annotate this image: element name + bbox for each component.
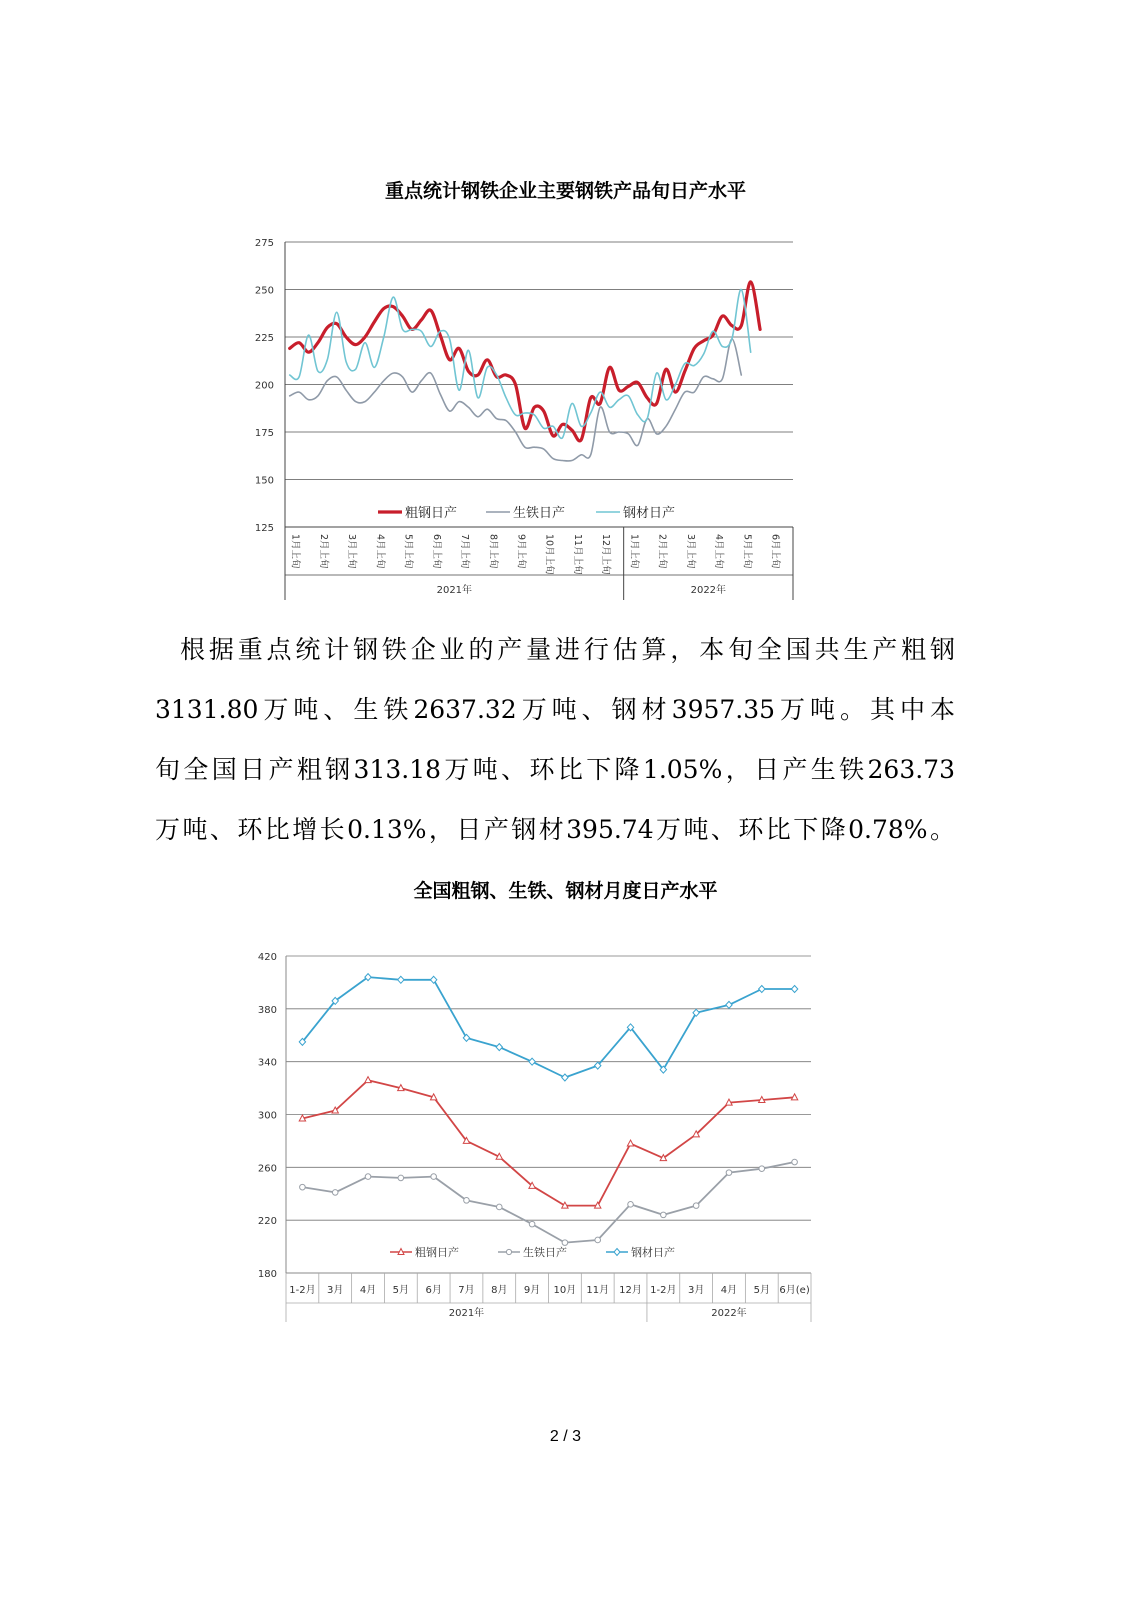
chart2-data-point [726, 1001, 732, 1008]
chart1-year-label: 2021年 [436, 585, 473, 596]
chart2-data-point [398, 976, 404, 983]
chart2-year-label: 2021年 [448, 1308, 485, 1319]
chart2-data-point [300, 1184, 306, 1190]
chart2-x-tick-label: 1-2月 [289, 1285, 316, 1296]
chart2-data-point [496, 1153, 502, 1159]
chart2-data-point [463, 1137, 469, 1143]
chart1-x-tick-label: 11月上旬 [571, 534, 583, 575]
chart2-data-point [430, 976, 436, 983]
chart2-data-point [693, 1131, 699, 1137]
chart1-x-tick-label: 6月上旬 [769, 534, 781, 569]
chart2-data-point [726, 1170, 732, 1176]
chart2-x-tick-label: 7月 [458, 1285, 475, 1296]
chart2-data-point [496, 1044, 502, 1051]
chart1-x-tick-label: 12月上旬 [600, 534, 612, 575]
chart1-x-tick-label: 1月上旬 [628, 534, 640, 569]
chart1-year-label: 2022年 [690, 585, 727, 596]
chart2-x-tick-label: 11月 [586, 1285, 610, 1296]
chart2-x-tick-label: 12月 [619, 1285, 642, 1296]
chart1-y-tick-label: 125 [254, 523, 274, 534]
chart1-x-tick-label: 3月上旬 [346, 534, 358, 569]
chart2-data-point [332, 1190, 338, 1196]
chart1-series-line [290, 289, 751, 438]
chart2-title: 全国粗钢、生铁、钢材月度日产水平 [413, 880, 718, 902]
chart2-y-tick-label: 180 [257, 1269, 277, 1280]
chart2-data-point [661, 1212, 667, 1218]
chart2-data-point [332, 997, 338, 1004]
chart2-data-point [332, 1107, 338, 1113]
chart1-x-tick-label: 6月上旬 [430, 534, 442, 569]
chart2-data-point [562, 1240, 568, 1246]
chart2-data-point [660, 1066, 666, 1073]
chart2-data-point [792, 1159, 798, 1165]
chart2-data-point [365, 1174, 371, 1180]
chart2-data-point [726, 1099, 732, 1105]
chart1-x-tick-label: 8月上旬 [487, 534, 499, 569]
page-number: 2 / 3 [549, 1428, 582, 1445]
chart1-x-tick-label: 5月上旬 [402, 534, 414, 569]
chart1-y-tick-label: 150 [254, 475, 274, 487]
chart2-data-point [595, 1062, 601, 1069]
chart2-data-point [299, 1115, 305, 1121]
chart2-data-point [693, 1203, 699, 1209]
chart1-series-line [290, 282, 760, 441]
chart2-data-point [628, 1202, 634, 1208]
chart2-data-point [529, 1221, 535, 1227]
chart2-data-point [463, 1034, 469, 1041]
chart1-legend-label: 粗钢日产 [405, 506, 458, 521]
summary-paragraph [155, 620, 955, 860]
chart1-y-tick-label: 250 [254, 285, 274, 297]
chart2-x-tick-label: 8月 [491, 1285, 508, 1296]
chart2-data-point [430, 1094, 436, 1100]
chart2-legend-marker [614, 1249, 620, 1256]
chart2-data-point [562, 1074, 568, 1081]
chart1-x-tick-label: 2月上旬 [317, 534, 329, 569]
chart1-x-tick-label: 10月上旬 [543, 534, 555, 575]
chart2-data-point [693, 1009, 699, 1016]
chart2-y-tick-label: 260 [257, 1163, 277, 1175]
chart2-data-point [759, 1096, 765, 1102]
chart2-data-point [562, 1202, 568, 1208]
chart2-data-point [660, 1155, 666, 1161]
chart1-y-tick-label: 225 [254, 333, 274, 344]
chart1-x-tick-label: 4月上旬 [713, 534, 724, 569]
chart2-legend-marker [398, 1249, 404, 1255]
chart2-x-tick-label: 3月 [327, 1285, 344, 1296]
chart2-x-tick-label: 4月 [720, 1285, 738, 1296]
chart1-x-tick-label: 4月上旬 [374, 534, 386, 569]
chart2-data-point [627, 1024, 633, 1031]
chart1-x-tick-label: 1月上旬 [289, 534, 301, 569]
chart2-x-tick-label: 5月 [392, 1285, 410, 1296]
paragraph-line-4: 万吨、环比增长0.13%，日产钢材395.74万吨、环比下降0.78%。 [155, 815, 955, 844]
chart2-x-tick-label: 1-2月 [650, 1285, 677, 1296]
chart2-data-point [759, 986, 765, 993]
paragraph-line-2: 3131.80万吨、生铁2637.32万吨、钢材3957.35万吨。其中本 [155, 695, 955, 724]
chart2-series-line [302, 977, 794, 1077]
chart1-y-tick-label: 200 [254, 380, 274, 392]
paragraph-line-3: 旬全国日产粗钢313.18万吨、环比下降1.05%，日产生铁263.73 [155, 755, 955, 784]
chart2-data-point [431, 1174, 437, 1180]
chart2-legend-label: 钢材日产 [631, 1246, 675, 1259]
chart2-x-tick-label: 3月 [687, 1285, 705, 1296]
chart2-data-point [496, 1204, 502, 1210]
chart1-y-tick-label: 275 [254, 238, 274, 249]
chart2-data-point [365, 1077, 371, 1083]
chart2-x-tick-label: 6月 [425, 1285, 442, 1296]
chart2-series-line [302, 1080, 794, 1205]
chart2-data-point [529, 1182, 535, 1188]
chart2-legend-label: 粗钢日产 [415, 1246, 459, 1259]
chart2-x-tick-label: 9月 [523, 1285, 541, 1296]
chart2-x-tick-label: 10月 [553, 1285, 577, 1296]
chart2-series-line [302, 1162, 794, 1243]
chart2-data-point [791, 986, 797, 993]
chart2-data-point [529, 1058, 535, 1065]
chart1-legend-label: 生铁日产 [513, 506, 566, 521]
chart1-y-tick-label: 175 [254, 428, 274, 439]
chart2-legend-marker [506, 1249, 511, 1254]
chart1-x-tick-label: 2月上旬 [656, 534, 668, 569]
chart2-data-point [464, 1198, 470, 1204]
chart2-y-tick-label: 220 [257, 1216, 277, 1228]
chart2-data-point [595, 1237, 601, 1243]
chart1-x-tick-label: 5月上旬 [741, 534, 753, 569]
chart2-data-point [595, 1202, 601, 1208]
chart2-data-point [398, 1085, 404, 1091]
chart1-x-tick-label: 3月上旬 [684, 534, 696, 569]
chart2-y-tick-label: 300 [257, 1110, 277, 1122]
chart2-y-tick-label: 340 [257, 1057, 277, 1069]
chart2-x-tick-label: 6月(e) [779, 1285, 810, 1296]
chart2-data-point [299, 1038, 305, 1045]
chart1-x-tick-label: 9月上旬 [515, 534, 527, 569]
chart2-x-tick-label: 5月 [753, 1285, 770, 1296]
chart2-data-point [627, 1140, 633, 1146]
chart2-x-tick-label: 4月 [359, 1285, 377, 1296]
chart1-x-tick-label: 7月上旬 [459, 534, 470, 569]
chart2-y-tick-label: 420 [257, 952, 277, 963]
chart2-data-point [791, 1094, 797, 1100]
chart1-legend-label: 钢材日产 [623, 506, 676, 521]
chart2-data-point [365, 974, 371, 981]
chart1-title: 重点统计钢铁企业主要钢铁产品旬日产水平 [384, 180, 746, 202]
chart2-legend-label: 生铁日产 [523, 1246, 567, 1259]
chart2-year-label: 2022年 [711, 1308, 747, 1319]
paragraph-line-1: 根据重点统计钢铁企业的产量进行估算，本旬全国共生产粗钢 [180, 635, 955, 664]
chart1-series-line [290, 339, 742, 461]
chart2-data-point [398, 1175, 404, 1181]
chart2-data-point [759, 1166, 765, 1172]
chart2-y-tick-label: 380 [257, 1004, 277, 1016]
